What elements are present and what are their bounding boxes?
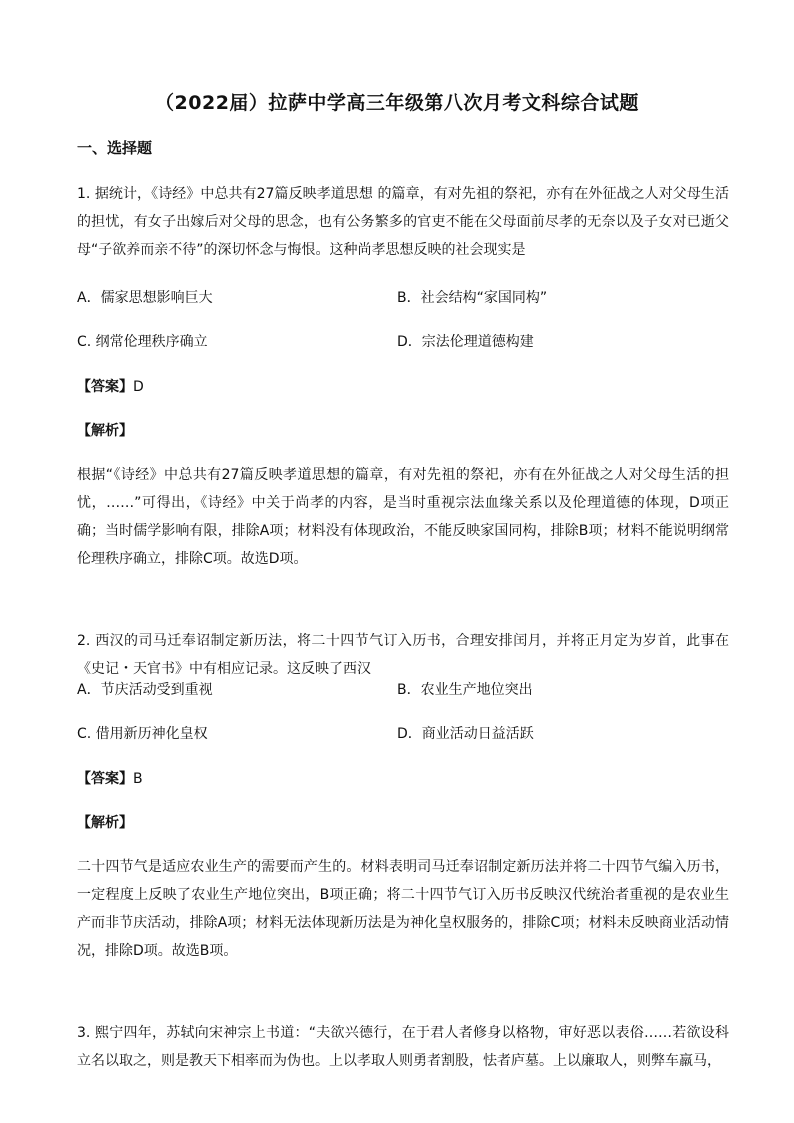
question-1-option-c: C. 纲常伦理秩序确立 bbox=[77, 334, 208, 350]
question-2-option-a: A．节庆活动受到重视 bbox=[77, 682, 213, 698]
question-1-analysis-label: 【解析】 bbox=[77, 423, 133, 439]
question-2-analysis-label: 【解析】 bbox=[77, 815, 133, 831]
question-1-analysis: 根据“《诗经》中总共有27篇反映孝道思想的篇章，有对先祖的祭祀，亦有在外征战之人对父母生活的担忧，……”可得出，《诗经》中关于尚孝的内容，是当时重视宗法血缘关系以及伦理道德的体现，D项正确；当时儒学影响有限，排除A项；材料没有体现政治，不能反映家国同构，排除B项；材料不能说明纲常伦理秩序确立，排除C项。故选D项。 bbox=[77, 467, 729, 567]
question-2-option-d: D．商业活动日益活跃 bbox=[397, 726, 534, 742]
section-heading: 一、选择题 bbox=[77, 139, 153, 157]
question-2-stem: 2. 西汉的司马迁奉诏制定新历法，将二十四节气订入历书，合理安排闰月，并将正月定为岁首，此事在《史记・天官书》中有相应记录。这反映了西汉 bbox=[77, 633, 729, 677]
question-1-option-d: D．宗法伦理道德构建 bbox=[397, 334, 534, 350]
answer-value: B bbox=[133, 771, 143, 787]
answer-label: 【答案】 bbox=[77, 771, 133, 787]
answer-value: D bbox=[133, 379, 144, 395]
question-3-stem: 3. 熙宁四年，苏轼向宋神宗上书道：“夫欲兴德行，在于君人者修身以格物，审好恶以表俗……若欲设科立名以取之，则是教天下相率而为伪也。上以孝取人则勇者割股，怯者庐墓。上以廉取人，则弊车羸马， bbox=[77, 1025, 729, 1069]
document-title: （2022届）拉萨中学高三年级第八次月考文科综合试题 bbox=[155, 92, 639, 114]
answer-label: 【答案】 bbox=[77, 379, 133, 395]
question-1-option-b: B．社会结构“家国同构” bbox=[397, 290, 548, 306]
question-1-option-a: A．儒家思想影响巨大 bbox=[77, 290, 213, 306]
question-2-option-b: B．农业生产地位突出 bbox=[397, 682, 533, 698]
question-1-stem: 1. 据统计，《诗经》中总共有27篇反映孝道思想 的篇章，有对先祖的祭祀，亦有在外征战之人对父母生活的担忧，有女子出嫁后对父母的思念，也有公务繁多的官吏不能在父母面前尽孝的无奈以及子女对已逝父母“子欲养而亲不待”的深切怀念与悔恨。这种尚孝思想反映的社会现实是 bbox=[77, 186, 729, 258]
question-1-answer bbox=[77, 377, 144, 397]
question-2-option-c: C. 借用新历神化皇权 bbox=[77, 726, 208, 742]
question-2-analysis: 二十四节气是适应农业生产的需要而产生的。材料表明司马迁奉诏制定新历法并将二十四节气编入历书，一定程度上反映了农业生产地位突出，B项正确；将二十四节气订入历书反映汉代统治者重视的是农业生产而非节庆活动，排除A项；材料无法体现新历法是为神化皇权服务的，排除C项；材料未反映商业活动情况，排除D项。故选B项。 bbox=[77, 859, 729, 959]
question-2-answer bbox=[77, 769, 143, 789]
